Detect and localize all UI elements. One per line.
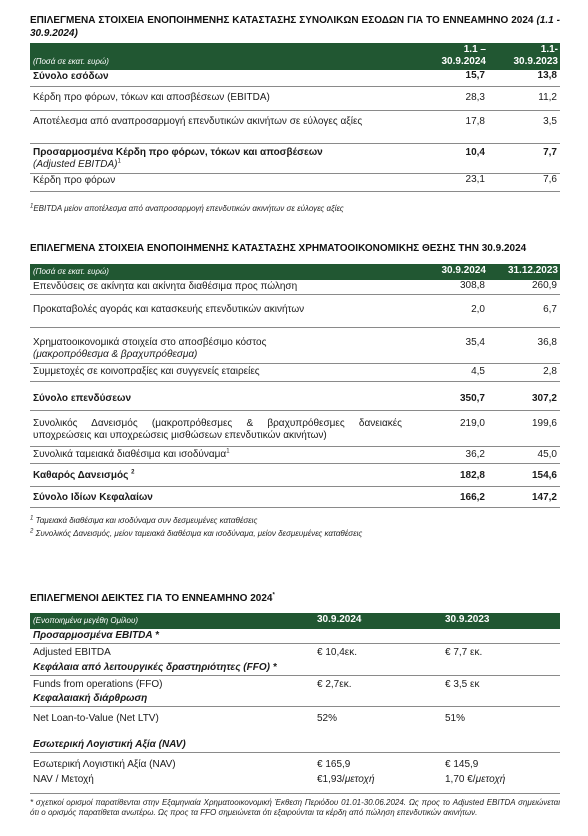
value-2024: 10,4 — [404, 143, 488, 173]
value-2024: 52% — [317, 713, 338, 724]
section-income-statement — [30, 14, 560, 214]
row-label: Προκαταβολές αγοράς και κατασκευής επενδυτικών ακινήτων — [30, 295, 404, 328]
row-label — [30, 328, 404, 364]
value-amount: 1,70 €/ — [445, 773, 476, 785]
section-title — [30, 592, 560, 605]
row-label: Κέρδη προ φόρων, τόκων και αποσβέσεων (EBITDA) — [30, 86, 404, 110]
title-text: ΕΠΙΛΕΓΜΕΝΑ ΣΤΟΙΧΕΙΑ ΕΝΟΠΟΙΗΜΕΝΗΣ ΚΑΤΑΣΤΑΣΗΣ ΣΥΝΟΛΙΚΩΝ ΕΣΟΔΩΝ ΓΙΑ ΤΟ ΕΝΝΕΑΜΗΝΟ 2024 — [30, 15, 534, 26]
table-row — [30, 753, 560, 773]
table-row — [30, 707, 560, 731]
table-row — [30, 86, 560, 110]
footnote-text: Ταμειακά διαθέσιμα και ισοδύναμα συν δεσμευμένες καταθέσεις — [35, 516, 258, 525]
row-label: Funds from operations (FFO) — [33, 678, 163, 690]
row-label: Σύνολο επενδύσεων — [30, 382, 404, 411]
value-2023: 147,2 — [488, 487, 560, 508]
value-2023: 3,5 — [488, 110, 560, 143]
position-table — [30, 264, 560, 508]
col-header-line1: 1.1- — [540, 44, 558, 55]
col-header-2023 — [488, 43, 560, 70]
group-header — [30, 731, 560, 753]
table-row — [30, 644, 560, 661]
value-2024: 308,8 — [404, 280, 488, 295]
group-label: Κεφάλαια από λειτουργικές δραστηριότητες (FFO) * — [30, 661, 560, 676]
row-label: NAV / Μετοχή — [33, 773, 94, 785]
value-2024: 182,8 — [404, 464, 488, 487]
footnote — [30, 204, 560, 214]
table-header — [30, 613, 560, 629]
row-label: Συμμετοχές σε κοινοπραξίες και συγγενείς εταιρείες — [30, 364, 404, 382]
table-row — [30, 773, 560, 789]
value-2023: 260,9 — [488, 280, 560, 295]
value-2023 — [442, 773, 560, 789]
col-header-2023: 30.9.2023 — [442, 613, 560, 629]
table-row — [30, 364, 560, 382]
row-label-text: Αποτέλεσμα από αναπροσαρμογή επενδυτικών ακινήτων σε εύλογες αξίες — [33, 115, 363, 127]
table-row — [30, 110, 560, 143]
table-row — [30, 143, 560, 173]
value-2023: 6,7 — [488, 295, 560, 328]
value-2024: 350,7 — [404, 382, 488, 411]
col-header-line2: 30.9.2023 — [513, 56, 558, 67]
value-2023: 7,7 — [488, 143, 560, 173]
table-row — [30, 487, 560, 508]
row-label-sub: (Adjusted EBITDA) — [33, 158, 118, 170]
table-row — [30, 295, 560, 328]
value-2024: € 165,9 — [317, 759, 351, 770]
footnote-text: EBITDA μείον αποτέλεσμα από αναπροσαρμογή επενδυτικών ακινήτων σε εύλογες αξίες — [33, 203, 344, 213]
section-indicators — [30, 592, 560, 818]
footnote-mark: 1 — [30, 515, 34, 522]
unit-label: (Ποσά σε εκατ. ευρώ) — [30, 264, 404, 280]
value-amount: €1,93/ — [317, 773, 345, 785]
section-title — [30, 14, 560, 40]
row-label — [30, 143, 404, 173]
value-2023: 51% — [445, 713, 466, 724]
row-label: Εσωτερική Λογιστική Αξία (NAV) — [33, 759, 176, 770]
col-header-2023: 31.12.2023 — [488, 264, 560, 280]
value-2023: € 7,7 εκ. — [445, 647, 483, 658]
footnote-text: Συνολικός Δανεισμός, μείον ταμειακά διαθέσιμα και ισοδύναμα, μείον δεσμευμένες καταθέσεις — [35, 529, 363, 538]
row-label: Επενδύσεις σε ακίνητα και ακίνητα διαθέσιμα προς πώληση — [30, 280, 404, 295]
value-2023: 36,8 — [488, 328, 560, 364]
row-label — [30, 464, 404, 487]
value-2024: 219,0 — [404, 411, 488, 447]
footnote-mark: 1 — [30, 202, 34, 209]
value-2023: 11,2 — [488, 86, 560, 110]
section-title: ΕΠΙΛΕΓΜΕΝΑ ΣΤΟΙΧΕΙΑ ΕΝΟΠΟΙΗΜΕΝΗΣ ΚΑΤΑΣΤΑΣΗΣ ΧΡΗΜΑΤΟΟΙΚΟΝΟΜΙΚΗΣ ΘΕΣΗΣ ΤΗΝ 30.9.2024 — [30, 243, 527, 254]
col-header-2024 — [404, 43, 488, 70]
indicators-table — [30, 613, 560, 789]
title-footnote-ref: * — [272, 592, 275, 599]
row-label-text: Συνολικά ταμειακά διαθέσιμα και ισοδύναμα — [33, 449, 227, 460]
footnote: * σχετικοί ορισμοί παρατίθενται στην Εξαμηνιαία Χρηματοοικονομική Έκθεση Περιόδου 01.01-30.06.2024. Ως προς το Adjusted EBITDA σημειώνεται ότι ο ορισμός παρατίθεται ανωτέρω. Ως προς τα FFO σημειώνεται ότι εξαιρούνται τα κέρδη από πώληση επενδυτικών ακινήτων. — [30, 797, 560, 817]
value-unit: μετοχή — [344, 773, 375, 785]
col-header-2024: 30.9.2024 — [404, 264, 488, 280]
col-header-line2: 30.9.2024 — [441, 56, 486, 67]
group-label: Εσωτερική Λογιστική Αξία (NAV) — [30, 731, 314, 753]
value-2023: 7,6 — [488, 173, 560, 191]
row-label — [30, 447, 404, 464]
value-2024: 15,7 — [404, 70, 488, 86]
row-label-text: Χρηματοοικονομικά στοιχεία στο αποσβέσιμο κόστος — [33, 337, 267, 348]
value-2024: 36,2 — [404, 447, 488, 464]
table-header — [30, 264, 560, 280]
unit-label: (Ποσά σε εκατ. ευρώ) — [30, 43, 404, 70]
table-row — [30, 328, 560, 364]
footnote-mark: 2 — [30, 528, 34, 535]
row-label-sub: (μακροπρόθεσμα & βραχυπρόθεσμα) — [33, 349, 198, 360]
footnote-ref: 2 — [131, 469, 135, 476]
table-row — [30, 173, 560, 191]
footnote-ref: 1 — [226, 448, 230, 455]
value-2024: € 10,4εκ. — [317, 647, 358, 658]
table-row — [30, 280, 560, 295]
group-header — [30, 692, 560, 707]
row-label: Net Loan-to-Value (Net LTV) — [33, 713, 159, 724]
title-text: ΕΠΙΛΕΓΜΕΝΟΙ ΔΕΙΚΤΕΣ ΓΙΑ ΤΟ ΕΝΝΕΑΜΗΝΟ 2024 — [30, 593, 273, 604]
value-2023: 154,6 — [488, 464, 560, 487]
row-label: Σύνολο εσόδων — [30, 70, 404, 86]
table-row — [30, 447, 560, 464]
row-label-text: Συνολικός Δανεισμός (μακροπρόθεσμες & βραχυπρόθεσμες δανειακές υποχρεώσεις και υποχρεώσεις μισθώσεων επενδυτικών ακινήτων) — [33, 418, 402, 441]
section-financial-position — [30, 242, 560, 539]
value-unit: μετοχή — [475, 773, 506, 785]
value-2023: 307,2 — [488, 382, 560, 411]
table-row — [30, 411, 560, 447]
title-period: (1.1 - 30.9.2024) — [30, 15, 560, 39]
unit-label: (Ενοποιημένα μεγέθη Ομίλου) — [30, 613, 314, 629]
row-label — [30, 411, 404, 447]
value-2023: 45,0 — [488, 447, 560, 464]
value-2023: 2,8 — [488, 364, 560, 382]
value-2024: 23,1 — [404, 173, 488, 191]
footnote — [30, 516, 560, 526]
table-row — [30, 675, 560, 692]
divider — [30, 793, 560, 794]
row-label: Adjusted EBITDA — [33, 647, 111, 658]
value-2024: 17,8 — [404, 110, 488, 143]
group-header — [30, 629, 560, 644]
row-label — [30, 110, 404, 143]
table-row — [30, 464, 560, 487]
footnote-ref: 1 — [117, 158, 121, 165]
row-label: Σύνολο Ιδίων Κεφαλαίων — [30, 487, 404, 508]
value-2024 — [314, 773, 442, 789]
group-label: Κεφαλαιακή διάρθρωση — [30, 692, 314, 707]
value-2023: 13,8 — [488, 70, 560, 86]
col-header-2024: 30.9.2024 — [314, 613, 442, 629]
value-2023: 199,6 — [488, 411, 560, 447]
row-label-text: Καθαρός Δανεισμός — [33, 470, 129, 481]
value-2024: 4,5 — [404, 364, 488, 382]
table-row — [30, 382, 560, 411]
value-2023: € 3,5 εκ — [445, 678, 480, 690]
income-table — [30, 43, 560, 192]
value-2024: 2,0 — [404, 295, 488, 328]
value-2023: € 145,9 — [445, 759, 479, 770]
footnote — [30, 529, 560, 539]
table-row — [30, 70, 560, 86]
row-label: Κέρδη προ φόρων — [30, 173, 404, 191]
value-2024: € 2,7εκ. — [317, 678, 352, 690]
table-header — [30, 43, 560, 70]
group-header — [30, 661, 560, 676]
value-2024: 28,3 — [404, 86, 488, 110]
col-header-line1: 1.1 – — [463, 44, 486, 55]
row-label-text: Προσαρμοσμένα Κέρδη προ φόρων, τόκων και αποσβέσεων — [33, 146, 323, 158]
value-2024: 35,4 — [404, 328, 488, 364]
value-2024: 166,2 — [404, 487, 488, 508]
group-label: Προσαρμοσμένα EBITDA * — [30, 629, 314, 644]
